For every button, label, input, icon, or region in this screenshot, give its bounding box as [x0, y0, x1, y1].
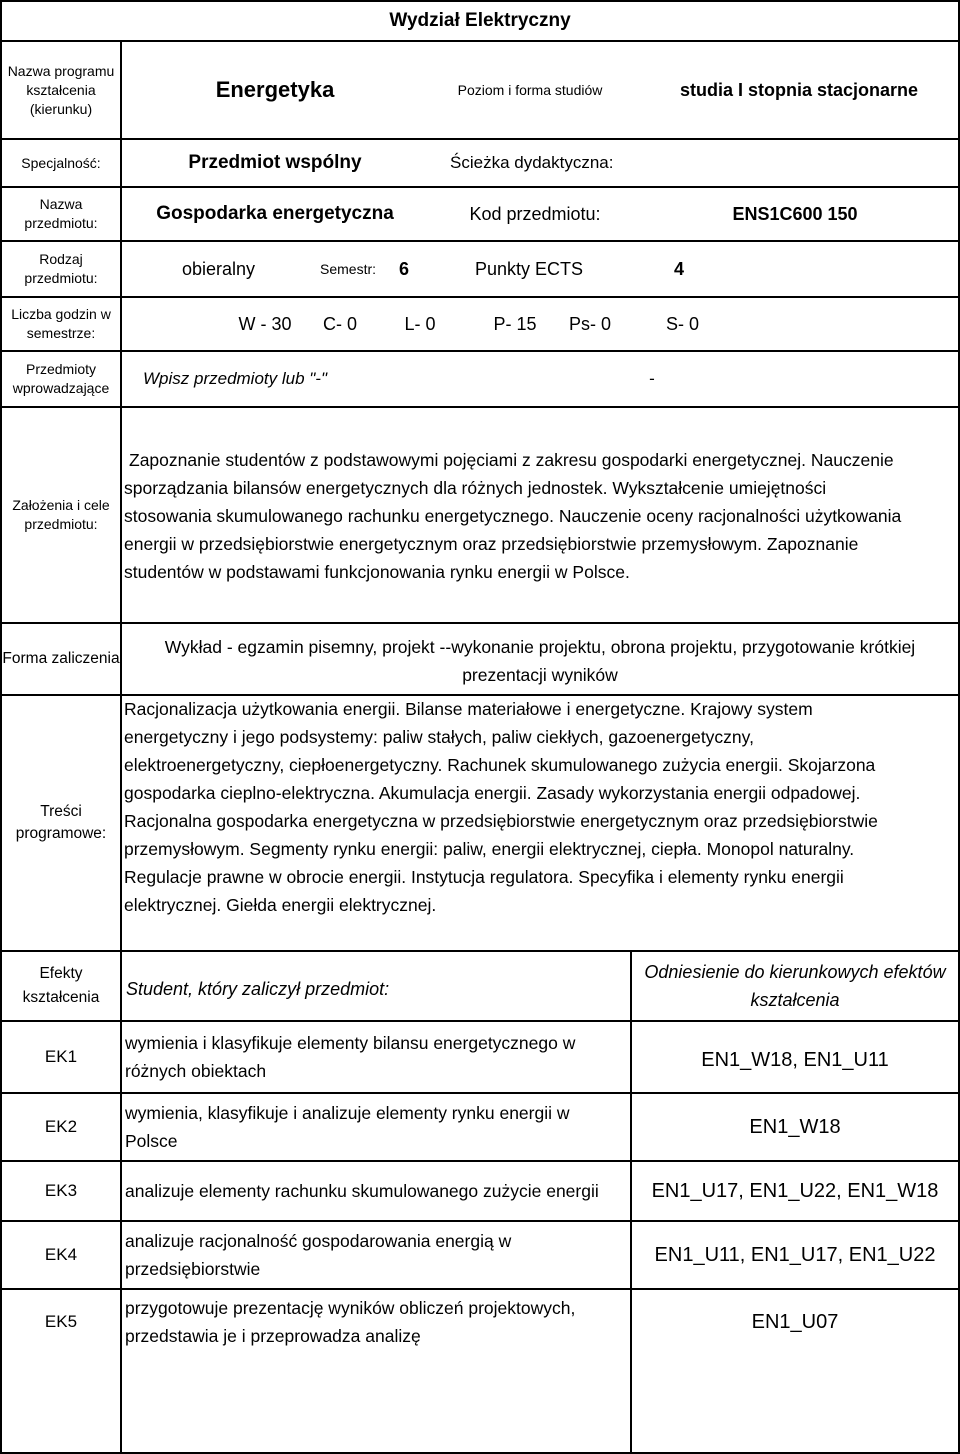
content-text: [124, 695, 954, 919]
assessment-line: prezentacji wyników: [462, 665, 618, 685]
content-line: Regulacje prawne w obrocie energii. Instytucja regulatora. Specyfika i elementy rynku energii: [124, 867, 844, 887]
hours-label: Liczba godzin w semestrze:: [11, 306, 111, 341]
subject-value: Gospodarka energetyczna: [156, 203, 394, 224]
outcome-ref: EN1_U17, EN1_U22, EN1_W18: [651, 1179, 939, 1202]
content-label: Treści programowe:: [15, 803, 107, 842]
content-line: energetyczny i jego podsystemy: paliw stałych, paliw ciekłych, gazoenergetyczny,: [124, 727, 754, 747]
goals-line: studentów w podstawami funkcjonowania rynku energii w Polsce.: [124, 562, 630, 582]
semester-label: Semestr:: [320, 261, 377, 277]
hours-seminar: S- 0: [665, 313, 699, 334]
hours-exercises: C- 0: [322, 313, 357, 334]
type-label: Rodzaj przedmiotu:: [24, 251, 98, 286]
outcome-id: EK1: [44, 1047, 78, 1066]
outcome-desc: przygotowuje prezentację wyników obliczeń projektowych, przedstawia je i przeprowadza analizę: [125, 1298, 576, 1346]
goals-label: Założenia i cele przedmiotu:: [12, 497, 110, 532]
faculty-title: Wydział Elektryczny: [389, 10, 571, 31]
ects-label: Punkty ECTS: [475, 258, 584, 279]
outcomes-label: Efekty kształcenia: [22, 965, 100, 1006]
content-line: Racjonalna gospodarka energetyczna w przedsiębiorstwie energetycznym oraz przedsiębiorstwie: [124, 811, 878, 831]
subject-label: Nazwa przedmiotu:: [24, 196, 98, 231]
content-line: przemysłowym. Segmenty rynku energii: paliw, energii elektrycznej, ciepła. Monopol naturalny.: [124, 839, 855, 859]
hours-ps: Ps- 0: [568, 313, 611, 334]
prereq-value: -: [649, 369, 655, 388]
goals-line: sporządzania bilansów energetycznych dla różnych jednostek. Wykształcenie umiejętności: [124, 478, 827, 498]
outcome-ref: EN1_W18, EN1_U11: [701, 1048, 889, 1071]
type-value: obieralny: [182, 258, 256, 279]
program-label: Nazwa programu kształcenia (kierunku): [7, 62, 115, 117]
goals-line: energii w przedsiębiorstwie energetycznym oraz przedsiębiorstwie przemysłowym. Zapoznanie: [124, 534, 859, 554]
outcome-ref: EN1_U11, EN1_U17, EN1_U22: [654, 1243, 936, 1266]
hours-project: P- 15: [493, 313, 537, 334]
content-line: Racjonalizacja użytkowania energii. Bilanse materiałowe i energetyczne. Krajowy system: [124, 699, 813, 719]
hours-lecture: W - 30: [238, 313, 292, 334]
code-label: Kod przedmiotu:: [469, 203, 601, 224]
assessment-line: Wykład - egzamin pisemny, projekt --wykonanie projektu, obrona projektu, przygotowanie krótkiej: [164, 637, 916, 657]
specialty-label: Specjalność:: [21, 154, 101, 171]
ref-header: Odniesienie do kierunkowych efektów kształcenia: [644, 962, 946, 1010]
specialty-value: Przedmiot wspólny: [188, 152, 362, 173]
content-line: gospodarka cieplno-elektryczna. Akumulacja energii. Zasady wykorzystania energii odpadowej.: [124, 783, 861, 803]
outcome-id: EK3: [44, 1181, 78, 1200]
outcome-desc: wymienia, klasyfikuje i analizuje elementy rynku energii w Polsce: [125, 1103, 570, 1151]
program-value: Energetyka: [215, 77, 335, 102]
outcome-ref: EN1_U07: [751, 1310, 839, 1333]
level-value: studia I stopnia stacjonarne: [679, 79, 919, 100]
outcome-desc: analizuje elementy rachunku skumulowanego zużycie energii: [125, 1180, 599, 1201]
goals-text: [124, 446, 954, 586]
semester-value: 6: [399, 258, 410, 279]
student-header: Student, który zaliczył przedmiot:: [126, 978, 390, 999]
goals-line: Zapoznanie studentów z podstawowymi pojęciami z zakresu gospodarki energetycznej. Nauczenie: [129, 450, 894, 470]
outcome-desc: wymienia i klasyfikuje elementy bilansu energetycznego w różnych obiektach: [125, 1033, 576, 1081]
assessment-label: Forma zaliczenia: [2, 650, 120, 667]
outcome-id: EK4: [44, 1245, 78, 1264]
outcome-ref: EN1_W18: [749, 1115, 841, 1138]
outcome-id: EK2: [44, 1117, 78, 1136]
path-label: Ścieżka dydaktyczna:: [450, 153, 614, 172]
assessment-text: [122, 633, 958, 689]
prereq-label: Przedmioty wprowadzające: [12, 361, 110, 396]
outcome-id: EK5: [44, 1312, 78, 1331]
content-line: elektrycznej. Giełda energii elektrycznej.: [124, 895, 437, 915]
code-value: ENS1C600 150: [732, 203, 858, 224]
outcome-desc: analizuje racjonalność gospodarowania energią w przedsiębiorstwie: [125, 1231, 512, 1279]
ects-value: 4: [674, 258, 685, 279]
level-label: Poziom i forma studiów: [457, 82, 603, 98]
content-line: elektroenergetyczny, ciepłoenergetyczny. Rachunek skumulowanego zużycia energii. Skojarzona: [124, 755, 876, 775]
prereq-hint: Wpisz przedmioty lub "-": [143, 369, 328, 388]
hours-lab: L- 0: [404, 313, 436, 334]
goals-line: stosowania skumulowanego rachunku energetycznego. Nauczenie oceny racjonalności użytkowania: [124, 506, 902, 526]
